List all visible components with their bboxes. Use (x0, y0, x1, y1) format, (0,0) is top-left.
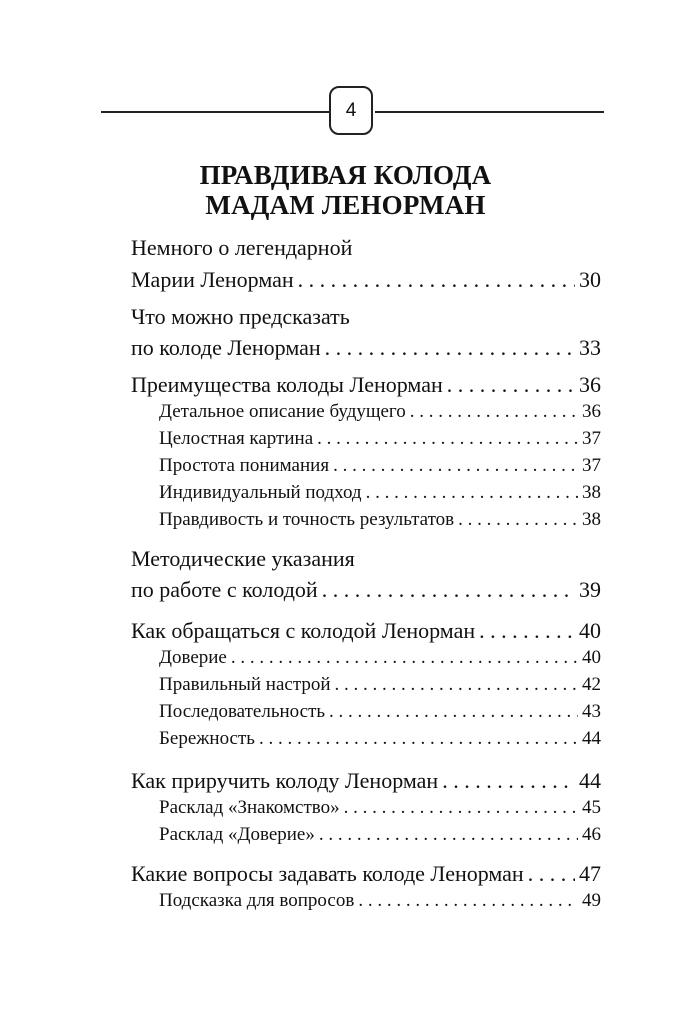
toc-page-number: 46 (582, 824, 601, 845)
toc-entry[interactable] (131, 334, 601, 362)
toc-leader-dots (479, 617, 575, 645)
section-title-line2: МАДАМ ЛЕНОРМАН (205, 190, 486, 220)
toc-leader-dots (325, 334, 575, 362)
toc-leader-dots (298, 266, 575, 294)
toc-subentry[interactable] (159, 645, 601, 671)
toc-leader-dots (442, 767, 575, 795)
toc-leader-dots (319, 822, 578, 848)
toc-subentry[interactable] (159, 672, 601, 698)
toc-leader-dots (344, 795, 578, 821)
toc-page-number: 43 (582, 701, 601, 722)
toc-page-number: 36 (579, 372, 601, 397)
toc-subentry-title: Доверие (159, 647, 227, 668)
toc-leader-dots (259, 726, 578, 752)
toc-leader-dots (458, 507, 578, 533)
toc-page-number: 30 (579, 267, 601, 292)
toc-subentry[interactable] (159, 399, 601, 425)
toc-page-number: 36 (582, 401, 601, 422)
toc-subentry[interactable] (159, 822, 601, 848)
toc-page-number: 49 (582, 890, 601, 911)
toc-page-number: 33 (579, 335, 601, 360)
toc-entry-title: Методические указания (131, 546, 355, 571)
toc-subentry[interactable] (159, 426, 601, 452)
toc-entry[interactable] (131, 767, 601, 795)
page-number (329, 86, 373, 135)
page-number-text: 4 (345, 99, 357, 121)
toc-subentry-title: Простота понимания (159, 455, 330, 476)
toc-page-number: 45 (582, 797, 601, 818)
toc-entry-title: Как обращаться с колодой Ленорман (131, 618, 476, 643)
toc-entry[interactable] (131, 266, 601, 294)
toc-page-number: 40 (582, 647, 601, 668)
toc-entry[interactable] (131, 860, 601, 888)
toc-page-number: 37 (582, 455, 601, 476)
toc-subentry-title: Правдивость и точность результатов (159, 509, 455, 530)
header-rule-right (375, 111, 604, 113)
toc-entry-title: по колоде Ленорман (131, 335, 321, 360)
toc-entry[interactable] (131, 371, 601, 399)
toc-page-number: 40 (579, 618, 601, 643)
toc-leader-dots (366, 480, 578, 506)
toc-entry-title: Какие вопросы задавать колоде Ленорман (131, 861, 524, 886)
toc-page-number: 42 (582, 674, 601, 695)
toc-leader-dots (410, 399, 578, 425)
toc-leader-dots (322, 576, 575, 604)
toc-subentry-title: Целостная картина (159, 428, 314, 449)
toc-entry-title: Преимущества колоды Ленорман (131, 372, 443, 397)
toc-subentry[interactable] (159, 699, 601, 725)
header-rule-left (101, 111, 329, 113)
toc-leader-dots (335, 672, 578, 698)
toc-subentry[interactable] (159, 480, 601, 506)
toc-page-number: 44 (582, 728, 601, 749)
toc-leader-dots (231, 645, 578, 671)
toc-subentry-title: Бережность (159, 728, 255, 749)
toc-leader-dots (317, 426, 578, 452)
toc-page-number: 47 (579, 861, 601, 886)
toc-leader-dots (447, 371, 575, 399)
toc-subentry[interactable] (159, 453, 601, 479)
toc-subentry-title: Расклад «Доверие» (159, 824, 315, 845)
toc-subentry-title: Детальное описание будущего (159, 401, 406, 422)
toc-subentry[interactable] (159, 726, 601, 752)
toc-entry-title: по работе с колодой (131, 577, 318, 602)
toc-leader-dots (358, 888, 578, 914)
toc-subentry[interactable] (159, 888, 601, 914)
toc-page-number: 44 (579, 768, 601, 793)
toc-entry-title: Как приручить колоду Ленорман (131, 768, 439, 793)
toc-page-number: 38 (582, 509, 601, 530)
toc-leader-dots (329, 699, 578, 725)
toc-leader-dots (333, 453, 578, 479)
toc-subentry-title: Индивидуальный подход (159, 482, 362, 503)
toc-page-number: 37 (582, 428, 601, 449)
toc-entry-title: Немного о легендарной (131, 235, 353, 260)
toc-subentry-title: Подсказка для вопросов (159, 890, 355, 911)
toc-subentry-title: Правильный настрой (159, 674, 331, 695)
toc-subentry[interactable] (159, 795, 601, 821)
toc-leader-dots (528, 860, 575, 888)
section-title-line1: ПРАВДИВАЯ КОЛОДА (199, 160, 492, 190)
toc-entry-title: Что можно предсказать (131, 304, 350, 329)
toc-subentry-title: Расклад «Знакомство» (159, 797, 340, 818)
toc-entry[interactable] (131, 576, 601, 604)
toc-entry[interactable] (131, 617, 601, 645)
toc-page-number: 38 (582, 482, 601, 503)
toc-page-number: 39 (579, 577, 601, 602)
toc-subentry[interactable] (159, 507, 601, 533)
toc-subentry-title: Последовательность (159, 701, 326, 722)
toc-entry-title: Марии Ленорман (131, 267, 294, 292)
